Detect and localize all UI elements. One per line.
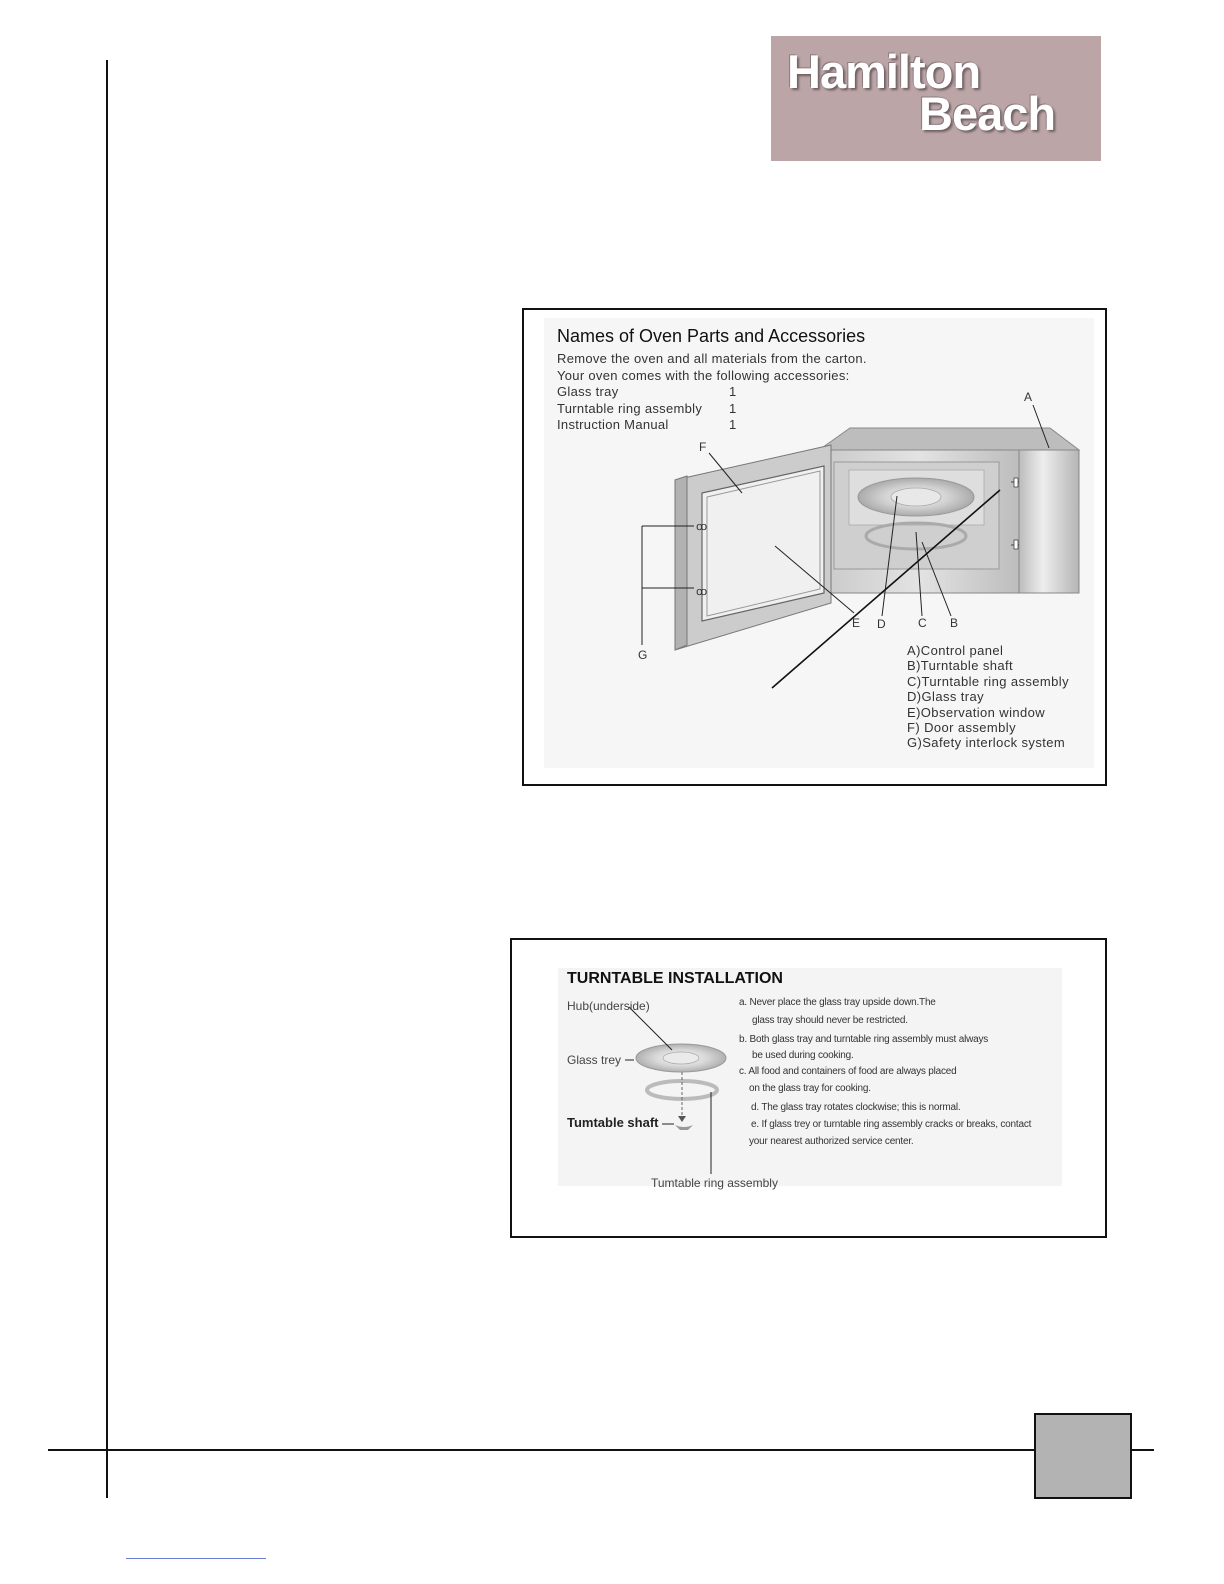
accessory-qty: 1 [729,417,737,432]
installation-note: c. All food and containers of food are always placed [739,1066,957,1077]
hub-label: Hub(underside) [567,999,650,1013]
accessory-qty: 1 [729,384,737,399]
left-margin-rule [106,60,108,1498]
callout-f: F [699,440,707,454]
logo-line-2: Beach [919,87,1056,140]
callout-d: D [877,617,886,631]
turntable-ring-label: Tumtable ring assembly [651,1176,778,1190]
oven-parts-intro-2: Your oven comes with the following accessories: [557,368,850,383]
callout-b: B [950,616,959,630]
legend-item: D)Glass tray [907,689,985,704]
installation-note: a. Never place the glass tray upside down.The [739,997,936,1008]
legend-item: G)Safety interlock system [907,735,1066,750]
installation-note: b. Both glass tray and turntable ring assembly must always [739,1034,989,1045]
installation-note: d. The glass tray rotates clockwise; this is normal. [751,1102,961,1113]
turntable-title: TURNTABLE INSTALLATION [567,970,783,987]
accessory-name: Glass tray [557,384,619,399]
legend-item: A)Control panel [907,643,1004,658]
oven-parts-panel [522,308,1107,786]
logo-line-1: Hamilton [787,45,981,98]
turntable-shaft-label: Tumtable shaft [567,1115,659,1130]
callout-a: A [1024,390,1033,404]
accessory-name: Instruction Manual [557,417,669,432]
accessory-qty: 1 [729,401,737,416]
installation-note: your nearest authorized service center. [749,1136,914,1147]
page-number-box [1034,1413,1132,1499]
svg-text:ꝏ: ꝏ [696,521,708,533]
callout-g: G [638,648,648,662]
callout-c: C [918,616,927,630]
hamilton-beach-logo [771,36,1101,161]
oven-parts-intro-1: Remove the oven and all materials from the carton. [557,351,867,366]
legend-item: B)Turntable shaft [907,658,1014,673]
legend-item: C)Turntable ring assembly [907,674,1069,689]
svg-text:ꝏ: ꝏ [696,586,708,598]
installation-note: on the glass tray for cooking. [749,1083,871,1094]
installation-note: glass tray should never be restricted. [752,1015,908,1026]
installation-note: be used during cooking. [752,1050,854,1061]
turntable-installation-panel [510,938,1107,1238]
callout-e: E [852,616,861,630]
legend-item: E)Observation window [907,705,1046,720]
accessory-name: Turntable ring assembly [557,401,703,416]
legend-item: F) Door assembly [907,720,1016,735]
installation-note: e. If glass trey or turntable ring assembly cracks or breaks, contact [751,1119,1032,1130]
oven-parts-title: Names of Oven Parts and Accessories [557,326,866,346]
bottom-link-underline [126,1558,266,1559]
footer-rule [48,1449,1154,1451]
glass-tray-label: Glass trey [567,1053,622,1067]
